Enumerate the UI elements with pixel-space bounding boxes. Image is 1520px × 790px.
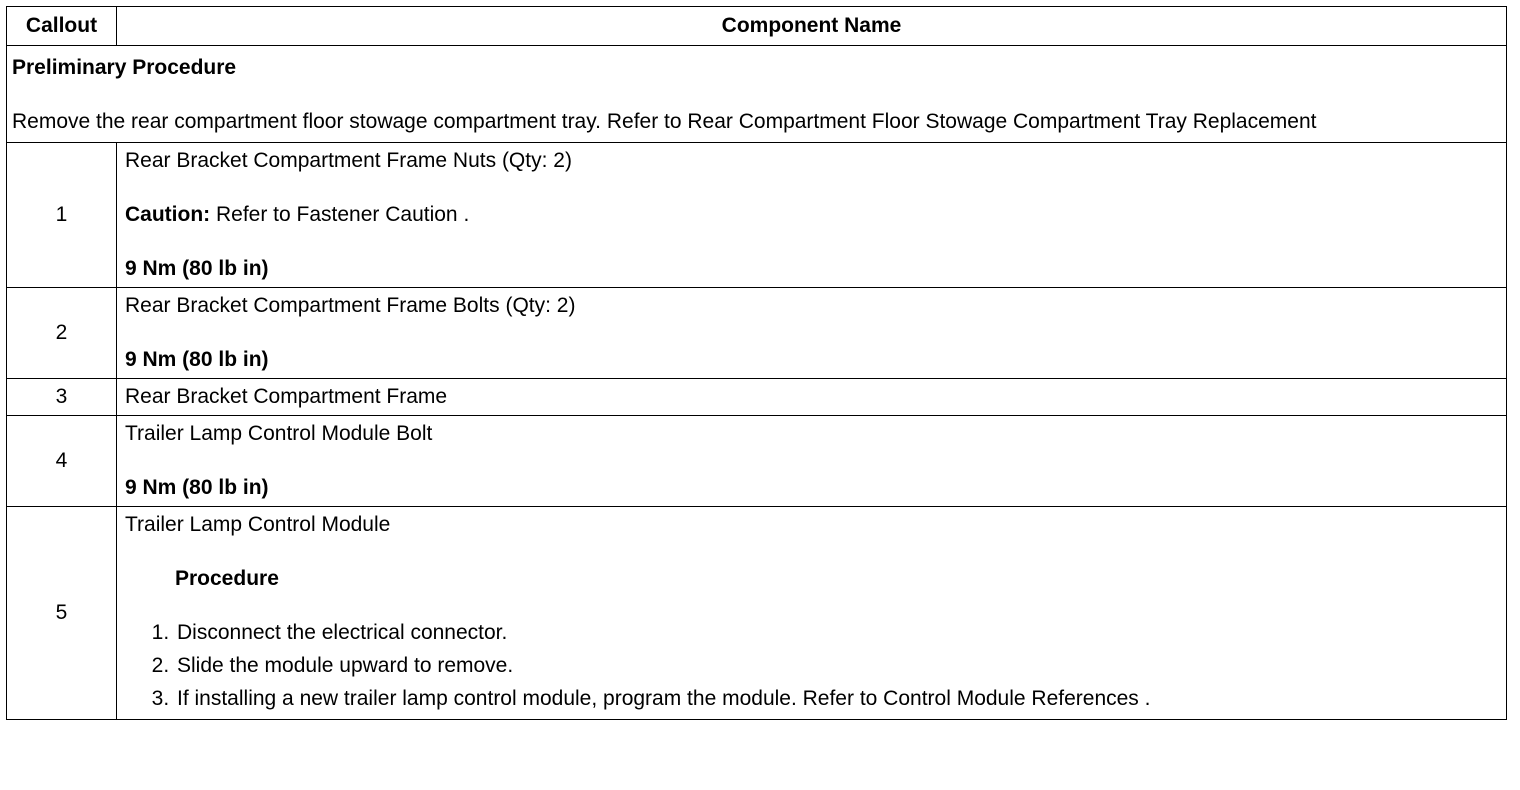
procedure-step: 1. Disconnect the electrical connector. — [175, 621, 1498, 645]
preliminary-procedure-text: Remove the rear compartment floor stowage compartment tray. Refer to Rear Compartment Floor Stowage Compartment Tray Replacement — [12, 110, 1317, 133]
callout-number: 1 — [7, 143, 117, 288]
component-cell — [117, 416, 1507, 507]
table-row — [7, 288, 1507, 379]
callout-column-header: Callout — [7, 7, 117, 46]
table-header-row — [7, 7, 1507, 46]
table-row — [7, 507, 1507, 720]
component-name-column-header: Component Name — [117, 7, 1507, 46]
component-cell — [117, 143, 1507, 288]
component-name: Rear Bracket Compartment Frame Nuts (Qty: 2) — [125, 149, 572, 172]
callout-number: 5 — [7, 507, 117, 720]
component-cell — [117, 379, 1507, 416]
callout-number: 2 — [7, 288, 117, 379]
table-row — [7, 416, 1507, 507]
component-name: Trailer Lamp Control Module — [125, 513, 391, 536]
torque-spec: 9 Nm (80 lb in) — [125, 476, 269, 499]
component-table — [6, 6, 1507, 720]
component-name: Rear Bracket Compartment Frame — [125, 385, 448, 408]
procedure-title: Procedure — [175, 567, 279, 590]
table-row — [7, 143, 1507, 288]
table-row — [7, 379, 1507, 416]
torque-spec: 9 Nm (80 lb in) — [125, 348, 269, 371]
callout-number: 4 — [7, 416, 117, 507]
preliminary-procedure-cell — [7, 46, 1507, 143]
caution-text: Refer to Fastener Caution . — [210, 203, 470, 226]
component-name: Trailer Lamp Control Module Bolt — [125, 422, 433, 445]
caution-label: Caution: — [125, 203, 211, 226]
preliminary-procedure-title: Preliminary Procedure — [12, 56, 237, 79]
preliminary-procedure-row — [7, 46, 1507, 143]
caution-note — [125, 203, 1498, 227]
torque-spec: 9 Nm (80 lb in) — [125, 257, 269, 280]
component-cell — [117, 288, 1507, 379]
procedure-step: 3. If installing a new trailer lamp control module, program the module. Refer to Control Module References . — [175, 687, 1498, 711]
component-name: Rear Bracket Compartment Frame Bolts (Qty: 2) — [125, 294, 576, 317]
component-cell — [117, 507, 1507, 720]
callout-number: 3 — [7, 379, 117, 416]
procedure-steps — [125, 621, 1498, 711]
procedure-step: 2. Slide the module upward to remove. — [175, 654, 1498, 678]
